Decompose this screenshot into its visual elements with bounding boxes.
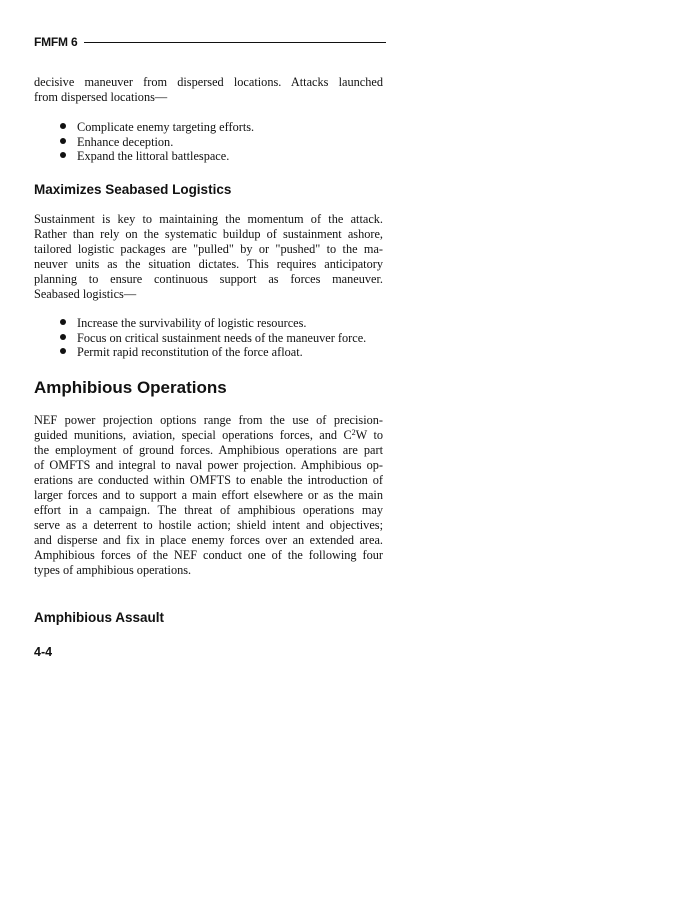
list-item [60,345,366,360]
paragraph-line: larger forces and to support a main effort elsewhere or as the main [34,488,383,502]
intro-paragraph [34,75,383,105]
paragraph-line: Seabased logistics— [34,287,137,301]
paragraph-line: tailored logistic packages are "pulled" by or "pushed" to the ma- [34,242,383,256]
list-item [60,149,254,164]
paragraph-line: of OMFTS and integral to naval power projection. Amphibious op- [34,458,383,472]
paragraph-line: NEF power projection options range from the use of precision- [34,413,383,427]
list-item-text: Increase the survivability of logistic resources. [77,316,307,330]
paragraph-line: erations are conducted within OMFTS to enable the introduction of [34,473,383,487]
line-text: guided munitions, aviation, special operations forces, and C [34,428,352,442]
seabased-bullet-list [60,316,366,360]
paragraph-line: types of amphibious operations. [34,563,192,577]
paragraph-line: Sustainment is key to maintaining the momentum of the attack. [34,212,383,226]
paragraph-line: serve as a deterrent to hostile action; shield intent and objectives; [34,518,383,532]
line-text: W to [355,428,384,442]
bullet-icon [60,123,66,129]
paragraph-line: from dispersed locations— [34,90,168,104]
page-number: 4-4 [34,645,53,659]
list-item [60,331,366,346]
paragraph-line: neuver units as the situation dictates. This requires anticipatory [34,257,383,271]
manual-designation: FMFM 6 [34,35,78,49]
amphibious-operations-paragraph [34,413,383,578]
paragraph-line: decisive maneuver from dispersed locations. Attacks launched [34,75,383,89]
list-item [60,120,254,135]
list-item-text: Complicate enemy targeting efforts. [77,120,255,134]
paragraph-line: and disperse and fix in place enemy forces over an extended area. [34,533,383,547]
paragraph-line: Rather than rely on the systematic buildup of sustainment ashore, [34,227,383,241]
list-item-text: Enhance deception. [77,134,174,149]
seabased-paragraph [34,212,383,302]
intro-bullet-list [60,120,254,164]
running-header [34,35,386,49]
subsection-heading: Maximizes Seabased Logistics [34,182,232,197]
list-item-text: Expand the littoral battlespace. [77,149,230,163]
paragraph-line: Amphibious forces of the NEF conduct one of the following four [34,548,383,562]
list-item [60,316,366,331]
paragraph-line: planning to ensure continuous support as forces maneuver. [34,272,383,286]
list-item-text: Permit rapid reconstitution of the force afloat. [77,345,303,359]
paragraph-line: effort in a campaign. The threat of amphibious operations may [34,503,383,517]
bullet-icon [60,348,66,354]
section-heading: Amphibious Operations [34,378,227,397]
bullet-icon [60,138,66,144]
list-item-text: Focus on critical sustainment needs of the maneuver force. [77,330,367,345]
bullet-icon [60,319,66,325]
bullet-icon [60,334,66,340]
paragraph-line: the employment of ground forces. Amphibious operations are part [34,443,383,457]
bullet-icon [60,152,66,158]
header-rule [84,42,386,43]
superscript: 2 [351,428,356,437]
list-item [60,135,254,150]
paragraph-line [34,428,383,443]
subsection-heading: Amphibious Assault [34,610,165,625]
